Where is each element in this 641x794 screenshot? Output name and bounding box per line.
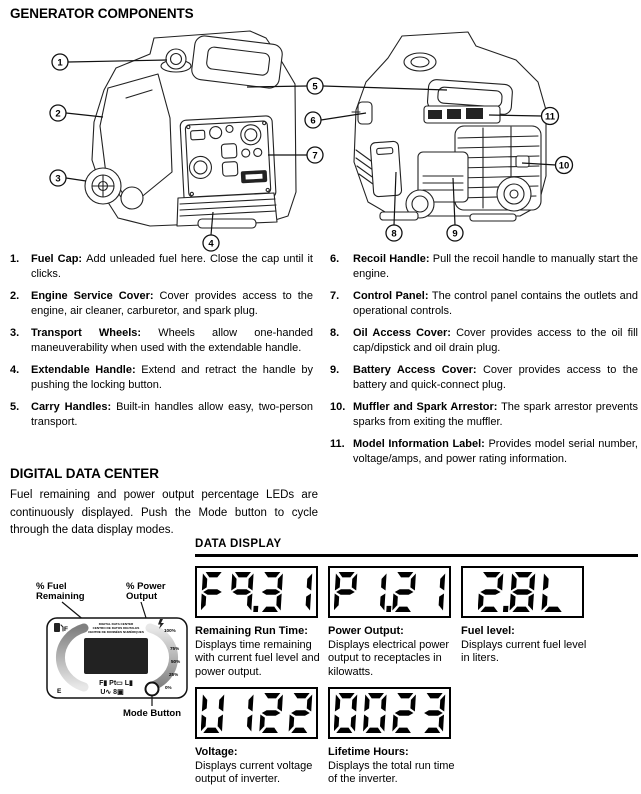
- item-number: 5.: [10, 401, 20, 413]
- lcd-display: [195, 687, 318, 739]
- item-number: 9.: [330, 364, 340, 376]
- list-item: [10, 289, 313, 319]
- callout-5: [307, 78, 323, 94]
- list-item: [330, 437, 638, 467]
- power-output-label-2: Output: [126, 591, 158, 602]
- panel-header-fr: CENTRE DE DONNÉES NUMÉRIQUES: [88, 630, 144, 634]
- item-number: 7.: [330, 290, 340, 302]
- panel-header-en: DIGITAL DATA CENTER: [98, 622, 134, 626]
- lcd-display: [461, 566, 584, 618]
- scale-50: 50%: [171, 659, 181, 664]
- display-remaining-run-time: [195, 566, 324, 679]
- svg-text:11: 11: [544, 111, 556, 123]
- data-display-row-1: [195, 566, 594, 679]
- section-title-digital-data-center: DIGITAL DATA CENTER: [10, 466, 159, 481]
- callout-10: [556, 157, 573, 174]
- svg-text:8: 8: [391, 228, 397, 240]
- item-text: Oil Access Cover: Cover provides access to the oil fill cap/dipstick and oil drain plug.: [353, 327, 638, 354]
- item-number: 1.: [10, 253, 20, 265]
- item-text: Carry Handles: Built-in handles allow easy, two-person transport.: [31, 401, 313, 428]
- component-list: [10, 252, 638, 474]
- display-power-output: [328, 566, 457, 679]
- full-mark: F: [64, 626, 68, 633]
- svg-text:1: 1: [57, 57, 63, 69]
- svg-text:5: 5: [312, 81, 318, 93]
- fuel-remaining-label: % Fuel: [36, 581, 67, 592]
- data-center-panel-diagram: [0, 575, 210, 725]
- item-number: 6.: [330, 253, 340, 265]
- digital-data-center-intro: Fuel remaining and power output percentage LEDs are continuously displayed. Push the Mode button to cycle through the data display modes.: [10, 489, 318, 536]
- callout-8: [386, 225, 402, 241]
- list-item: [10, 326, 313, 356]
- power-output-label: % Power: [126, 581, 166, 592]
- display-lifetime-hours: [328, 687, 457, 787]
- callout-4: [203, 235, 219, 251]
- svg-text:7: 7: [312, 150, 318, 162]
- scale-0: 0%: [165, 685, 172, 690]
- item-text: Battery Access Cover: Cover provides access to the battery and quick-connect plug.: [353, 364, 638, 391]
- panel-header-es: CENTRO DE DATOS DIGITALES: [92, 626, 140, 630]
- data-display-rule: [195, 554, 638, 557]
- empty-mark: E: [57, 688, 62, 695]
- svg-text:6: 6: [310, 115, 316, 127]
- item-number: 4.: [10, 364, 20, 376]
- data-display-title: DATA DISPLAY: [195, 538, 282, 550]
- display-voltage: [195, 687, 324, 787]
- generator-figure: [0, 26, 641, 260]
- callout-3: [50, 170, 66, 186]
- mode-icons-row-2: U∿ 8▣: [100, 689, 124, 696]
- item-text: Muffler and Spark Arrestor: The spark arrestor prevents sparks from exiting the muffler.: [353, 401, 638, 428]
- list-item: [10, 363, 313, 393]
- item-number: 8.: [330, 327, 340, 339]
- callout-9: [447, 225, 463, 241]
- scale-25: 25%: [169, 672, 179, 677]
- scale-75: 75%: [170, 646, 180, 651]
- data-display-section: [195, 538, 641, 794]
- item-text: Transport Wheels: Wheels allow one-handed maneuverability when used with the extendable handle.: [31, 327, 313, 354]
- mode-button-label: Mode Button: [122, 708, 182, 719]
- item-text: Engine Service Cover: Cover provides access to the engine, air cleaner, carburetor, and spark plug.: [31, 290, 313, 317]
- callout-7: [307, 147, 323, 163]
- fuel-remaining-label-2: Remaining: [36, 591, 85, 602]
- lcd-display: [328, 687, 451, 739]
- list-item: [330, 326, 638, 356]
- callout-11: [542, 108, 559, 125]
- item-number: 11.: [330, 438, 345, 450]
- list-item: [330, 252, 638, 282]
- display-caption: Voltage: Displays current voltage output of inverter.: [195, 746, 313, 785]
- svg-text:4: 4: [208, 238, 214, 250]
- list-item: [10, 400, 313, 430]
- scale-100: 100%: [164, 628, 176, 633]
- svg-text:3: 3: [55, 173, 61, 185]
- item-text: Recoil Handle: Pull the recoil handle to manually start the engine.: [353, 253, 638, 280]
- generator-rear-illustration: [352, 32, 546, 221]
- item-number: 10.: [330, 401, 346, 413]
- mode-icons-row-1: F▮ Pt▭ L▮: [99, 680, 133, 687]
- display-fuel-level: [461, 566, 590, 679]
- lcd-display: [328, 566, 451, 618]
- list-item: [330, 400, 638, 430]
- item-number: 2.: [10, 290, 20, 302]
- item-text: Control Panel: The control panel contains the outlets and operational controls.: [353, 290, 638, 317]
- callout-6: [305, 112, 321, 128]
- callout-1: [52, 54, 68, 70]
- display-caption: Power Output: Displays electrical power output to receptacles in kilowatts.: [328, 625, 450, 678]
- item-text: Fuel Cap: Add unleaded fuel here. Close the cap until it clicks.: [31, 253, 313, 280]
- svg-text:10: 10: [558, 160, 570, 172]
- lcd-window: [84, 638, 148, 674]
- data-display-row-2: [195, 687, 461, 787]
- component-list-column-1: [10, 252, 313, 474]
- item-text: Model Information Label: Provides model serial number, voltage/amps, and power rating information.: [353, 438, 638, 465]
- display-caption: Remaining Run Time: Displays time remaining with current fuel level and power output.: [195, 625, 320, 678]
- svg-text:9: 9: [452, 228, 458, 240]
- display-caption: Fuel level: Displays current fuel level in liters.: [461, 625, 587, 664]
- svg-text:2: 2: [55, 108, 61, 120]
- section-title-generator-components: GENERATOR COMPONENTS: [10, 6, 194, 21]
- list-item: [10, 252, 313, 282]
- display-caption: Lifetime Hours: Displays the total run time of the inverter.: [328, 746, 455, 785]
- list-item: [330, 363, 638, 393]
- item-text: Extendable Handle: Extend and retract the handle by pushing the locking button.: [31, 364, 314, 391]
- component-list-column-2: [330, 252, 638, 474]
- item-number: 3.: [10, 327, 20, 339]
- list-item: [330, 289, 638, 319]
- mode-button: [146, 683, 159, 696]
- callout-2: [50, 105, 66, 121]
- lcd-display: [195, 566, 318, 618]
